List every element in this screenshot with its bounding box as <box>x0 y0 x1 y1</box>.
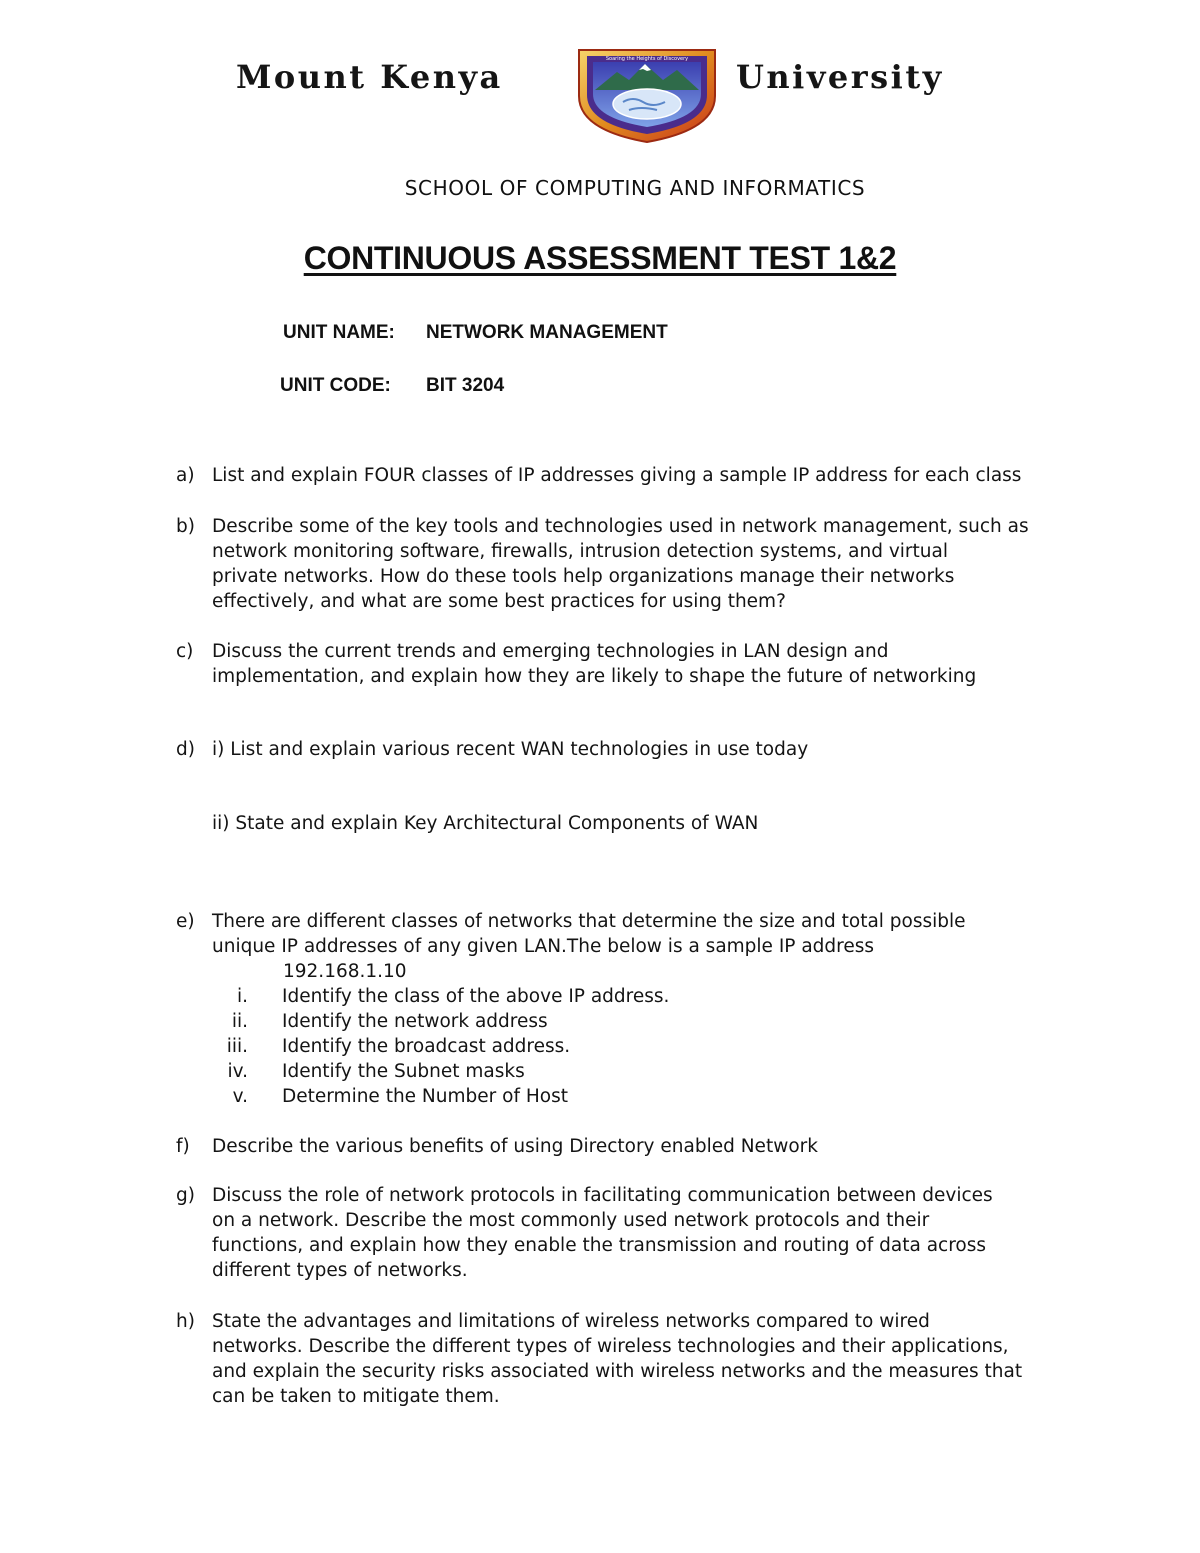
question-d-part-ii: ii) State and explain Key Architectural Components of WAN <box>212 813 759 834</box>
list-item-text: Determine the Number of Host <box>282 1086 568 1107</box>
question-text-line: different types of networks. <box>212 1260 468 1281</box>
unit-code-row <box>280 375 505 397</box>
list-item <box>176 1034 1076 1059</box>
question-label: d) <box>176 739 195 760</box>
list-item-number: v. <box>232 1086 248 1107</box>
list-item <box>176 1059 1076 1084</box>
unit-code-label: UNIT CODE: <box>280 375 391 396</box>
question-label: e) <box>176 911 195 932</box>
question-a <box>176 463 1076 488</box>
question-d-part-i: i) List and explain various recent WAN technologies in use today <box>212 739 809 760</box>
unit-code-value: BIT 3204 <box>426 375 505 396</box>
question-b <box>176 514 1076 614</box>
question-f <box>176 1134 1076 1159</box>
question-g <box>176 1183 1076 1283</box>
list-item-text: Identify the class of the above IP address. <box>282 986 670 1007</box>
question-label: b) <box>176 516 195 537</box>
question-text: List and explain FOUR classes of IP addresses giving a sample IP address for each class <box>212 465 1022 486</box>
logo-motto: Soaring the Heights of Discovery <box>605 56 689 62</box>
question-d <box>176 737 1076 837</box>
question-text-line: Discuss the role of network protocols in facilitating communication between devices <box>212 1185 993 1206</box>
question-label: h) <box>176 1311 195 1332</box>
question-text-line: on a network. Describe the most commonly used network protocols and their <box>212 1210 930 1231</box>
question-label: f) <box>176 1136 190 1157</box>
question-label: g) <box>176 1185 195 1206</box>
question-text-line: There are different classes of networks that determine the size and total possible <box>212 911 966 932</box>
question-label: a) <box>176 465 195 486</box>
question-text-line: and explain the security risks associated with wireless networks and the measures that <box>212 1361 1023 1382</box>
question-c <box>176 639 1076 689</box>
unit-name-row <box>283 322 668 344</box>
question-text-line: networks. Describe the different types of wireless technologies and their applications, <box>212 1336 1009 1357</box>
question-text-line: can be taken to mitigate them. <box>212 1386 500 1407</box>
list-item <box>176 1009 1076 1034</box>
list-item-text: Identify the Subnet masks <box>282 1061 525 1082</box>
question-text-line: Describe some of the key tools and technologies used in network management, such as <box>212 516 1029 537</box>
page-title: CONTINUOUS ASSESSMENT TEST 1&2 <box>303 240 897 276</box>
list-item <box>176 1084 1076 1109</box>
list-item-text: Identify the network address <box>282 1011 548 1032</box>
unit-name-value: NETWORK MANAGEMENT <box>426 322 668 343</box>
question-h <box>176 1309 1076 1409</box>
question-text-line: implementation, and explain how they are likely to shape the future of networking <box>212 666 977 687</box>
list-item-text: Identify the broadcast address. <box>282 1036 571 1057</box>
unit-name-label: UNIT NAME: <box>283 322 395 343</box>
list-item <box>176 984 1076 1009</box>
question-text-line: private networks. How do these tools help organizations manage their networks <box>212 566 955 587</box>
question-e-subitems <box>176 984 1076 1109</box>
list-item-number: ii. <box>231 1011 248 1032</box>
question-text-line: State the advantages and limitations of wireless networks compared to wired <box>212 1311 930 1332</box>
question-text-line: network monitoring software, firewalls, intrusion detection systems, and virtual <box>212 541 948 562</box>
question-text-line: effectively, and what are some best practices for using them? <box>212 591 786 612</box>
question-text-line: Discuss the current trends and emerging technologies in LAN design and <box>212 641 889 662</box>
question-text-line: unique IP addresses of any given LAN.The below is a sample IP address <box>212 936 874 957</box>
school-name: SCHOOL OF COMPUTING AND INFORMATICS <box>404 176 866 200</box>
list-item-number: i. <box>236 986 248 1007</box>
question-text-line: functions, and explain how they enable the transmission and routing of data across <box>212 1235 987 1256</box>
list-item-number: iv. <box>227 1061 248 1082</box>
question-text: Describe the various benefits of using Directory enabled Network <box>212 1136 818 1157</box>
university-name-left: Mount Kenya <box>236 58 503 96</box>
university-name-right: University <box>736 58 944 96</box>
list-item-number: iii. <box>226 1036 248 1057</box>
sample-ip-address: 192.168.1.10 <box>283 961 407 982</box>
question-label: c) <box>176 641 194 662</box>
university-logo <box>573 40 721 144</box>
